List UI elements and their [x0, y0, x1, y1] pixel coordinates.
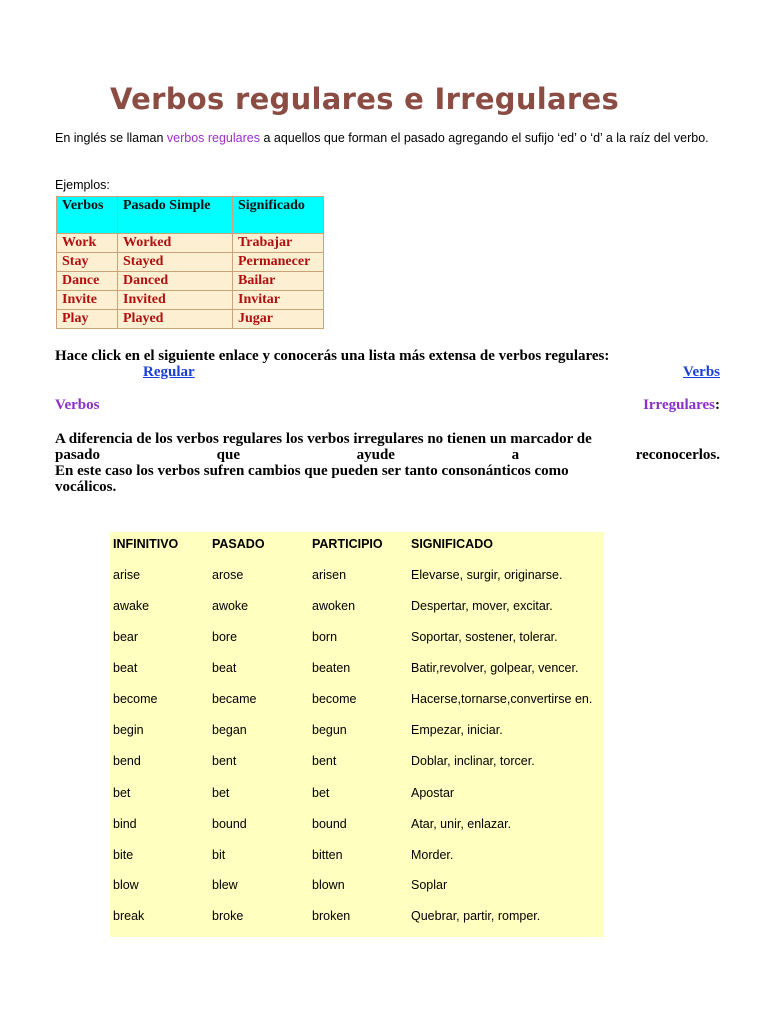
- regular-header-verbos: Verbos: [57, 197, 118, 234]
- table-cell: became: [212, 692, 257, 706]
- table-cell: began: [212, 723, 247, 737]
- irregular-heading-word-1: Verbos: [55, 397, 100, 413]
- link-word-regular[interactable]: Regular: [143, 364, 195, 380]
- table-cell: Quebrar, partir, romper.: [411, 909, 541, 923]
- table-cell: bent: [312, 754, 337, 768]
- link-line: [55, 364, 720, 380]
- line-2-word: reconocerlos.: [635, 447, 720, 463]
- irregular-header-infinitivo: INFINITIVO: [113, 537, 179, 551]
- regular-header-pasado: Pasado Simple: [118, 197, 233, 234]
- irregular-heading: [55, 397, 720, 414]
- irregular-paragraph: [55, 431, 720, 495]
- link-paragraph: [55, 348, 720, 380]
- table-cell: born: [312, 630, 338, 644]
- table-cell: Invitar: [233, 291, 324, 310]
- table-cell: Permanecer: [233, 253, 324, 272]
- table-row: [57, 253, 324, 272]
- table-cell: become: [113, 692, 158, 706]
- table-cell: bore: [212, 630, 238, 644]
- table-cell: arose: [212, 568, 244, 582]
- table-cell: Atar, unir, enlazar.: [411, 817, 512, 831]
- table-cell: Elevarse, surgir, originarse.: [411, 568, 563, 582]
- table-cell: bite: [113, 848, 134, 862]
- table-cell: Empezar, iniciar.: [411, 723, 503, 737]
- table-cell: awoken: [312, 599, 356, 613]
- table-cell: Batir,revolver, golpear, vencer.: [411, 661, 579, 675]
- table-cell: bitten: [312, 848, 343, 862]
- table-cell: Apostar: [411, 786, 455, 800]
- table-cell: blown: [312, 878, 345, 892]
- table-cell: blow: [113, 878, 139, 892]
- table-cell: Hacerse,tornarse,convertirse en.: [411, 692, 593, 706]
- table-cell: Stay: [57, 253, 118, 272]
- table-cell: Soplar: [411, 878, 448, 892]
- table-cell: bent: [212, 754, 237, 768]
- table-cell: Invite: [57, 291, 118, 310]
- link-word-verbs[interactable]: Verbs: [683, 364, 720, 380]
- page-title: Verbos regulares e Irregulares: [110, 82, 620, 116]
- table-cell: Danced: [118, 272, 233, 291]
- table-row: [57, 310, 324, 329]
- table-row: [57, 234, 324, 253]
- link-paragraph-text: Hace click en el siguiente enlace y conocerás una lista más extensa de verbos regulares:: [55, 348, 610, 364]
- line-2-word: que: [216, 447, 240, 463]
- table-cell: Work: [57, 234, 118, 253]
- line-2-word: pasado: [55, 447, 101, 463]
- irregular-header-significado: SIGNIFICADO: [411, 537, 493, 551]
- table-cell: Dance: [57, 272, 118, 291]
- irregular-paragraph-line-3: En este caso los verbos sufren cambios que pueden ser tanto consonánticos como: [55, 463, 569, 479]
- table-cell: Play: [57, 310, 118, 329]
- line-2-word: ayude: [356, 447, 395, 463]
- regular-verbs-table: [56, 196, 324, 329]
- irregular-verbs-table: [110, 532, 604, 937]
- table-cell: bound: [312, 817, 347, 831]
- table-row: [57, 272, 324, 291]
- table-cell: break: [113, 909, 145, 923]
- table-cell: bet: [212, 786, 230, 800]
- table-cell: awoke: [212, 599, 249, 613]
- table-cell: begun: [312, 723, 347, 737]
- table-cell: Bailar: [233, 272, 324, 291]
- irregular-header-pasado: PASADO: [212, 537, 265, 551]
- table-cell: bend: [113, 754, 141, 768]
- table-cell: Despertar, mover, excitar.: [411, 599, 553, 613]
- line-2-word: a: [511, 447, 520, 463]
- table-cell: bound: [212, 817, 247, 831]
- table-cell: arisen: [312, 568, 347, 582]
- intro-paragraph: [55, 130, 715, 147]
- irregular-header-participio: PARTICIPIO: [312, 537, 383, 551]
- table-cell: bet: [312, 786, 330, 800]
- irregular-heading-colon: :: [715, 397, 720, 413]
- table-cell: Worked: [118, 234, 233, 253]
- table-cell: beat: [212, 661, 237, 675]
- table-cell: Played: [118, 310, 233, 329]
- irregular-heading-word-2: Irregulares: [643, 397, 715, 413]
- examples-label: Ejemplos:: [55, 178, 110, 192]
- table-row: [57, 291, 324, 310]
- table-cell: Soportar, sostener, tolerar.: [411, 630, 558, 644]
- table-cell: bit: [212, 848, 226, 862]
- table-cell: broken: [312, 909, 351, 923]
- irregular-paragraph-line-2: [55, 447, 720, 463]
- table-cell: bear: [113, 630, 139, 644]
- regular-header-significado: Significado: [233, 197, 324, 234]
- table-cell: awake: [113, 599, 150, 613]
- table-cell: broke: [212, 909, 244, 923]
- table-cell: Stayed: [118, 253, 233, 272]
- intro-text-before: En inglés se llaman: [55, 131, 167, 145]
- table-cell: blew: [212, 878, 238, 892]
- intro-text-after: a aquellos que forman el pasado agregando el sufijo ‘ed’ o ‘d’ a la raíz del verbo.: [259, 131, 709, 145]
- table-cell: bind: [113, 817, 137, 831]
- table-cell: beaten: [312, 661, 351, 675]
- table-cell: arise: [113, 568, 141, 582]
- intro-highlight: verbos regulares: [166, 131, 260, 145]
- table-cell: Morder.: [411, 848, 454, 862]
- table-cell: Jugar: [233, 310, 324, 329]
- table-cell: bet: [113, 786, 131, 800]
- table-cell: beat: [113, 661, 138, 675]
- regular-table-header-row: [57, 197, 324, 234]
- table-cell: become: [312, 692, 357, 706]
- irregular-paragraph-line-4: vocálicos.: [55, 479, 117, 495]
- table-cell: Invited: [118, 291, 233, 310]
- table-cell: Trabajar: [233, 234, 324, 253]
- regular-verbs-link[interactable]: [55, 364, 720, 380]
- irregular-paragraph-line-1: A diferencia de los verbos regulares los verbos irregulares no tienen un marcador de: [55, 431, 592, 447]
- table-cell: Doblar, inclinar, torcer.: [411, 754, 535, 768]
- table-cell: begin: [113, 723, 144, 737]
